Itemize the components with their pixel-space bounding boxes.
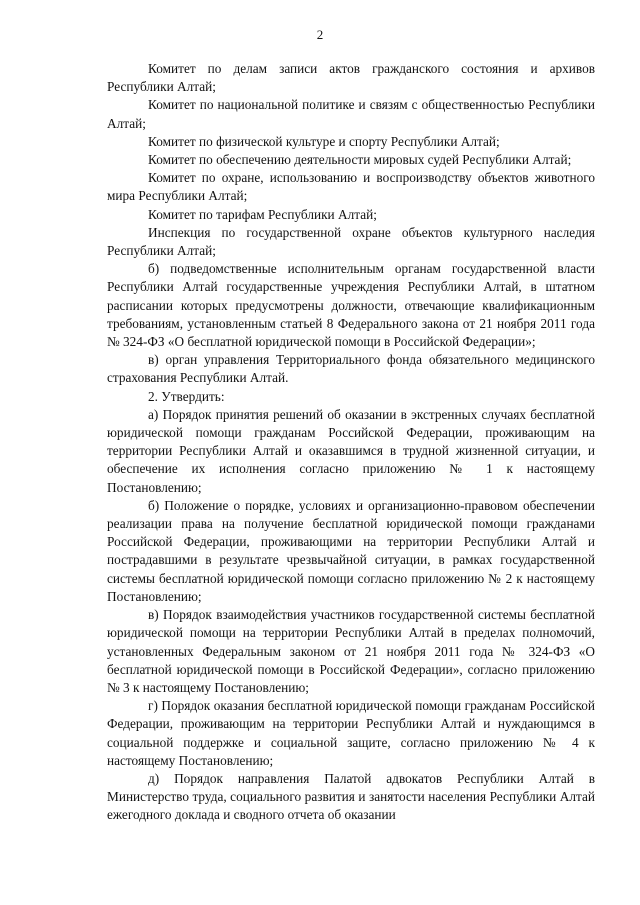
paragraph-committee-civil-registry: Комитет по делам записи актов гражданского состояния и архивов Республики Алтай; [107,61,595,95]
paragraph-committee-magistrates: Комитет по обеспечению деятельности мировых судей Республики Алтай; [148,152,572,168]
paragraph-inspection-heritage: Инспекция по государственной охране объектов культурного наследия Республики Алтай; [107,224,595,259]
paragraph-approve-g: г) Порядок оказания бесплатной юридической помощи гражданам Российской Федерации, проживающим на территории Республики Алтай и нуждающимся в социальной поддержке и социальной защите, согласно приложению № 4 к настоящему Постановлению; [107,698,595,768]
paragraph-committee-national-policy: Комитет по национальной политике и связям с общественностью Республики Алтай; [107,97,595,131]
paragraph-approve-d: д) Порядок направления Палатой адвокатов Республики Алтай в Министерство труда, социального развития и занятости населения Республики Алтай ежегодного доклада и сводного отчета об оказании [107,770,595,823]
paragraph-item-b-institutions: б) подведомственные исполнительным органам государственной власти Республики Алтай государственные учреждения Республики Алтай, в штатном расписании которых предусмотрены должности, отвечающие квалификационным требованиям, установленным статьей 8 Федерального закона от 21 ноября 2011 года № 324-ФЗ «О бесплатной юридической помощи в Российской Федерации»; [107,261,595,350]
paragraph-approve-b: б) Положение о порядке, условиях и организационно-правовом обеспечении реализации права на получение бесплатной юридической помощи гражданами Российской Федерации, проживающими на территории Республики Алтай и пострадавшими в результате чрезвычайной ситуации, в рамках государственной системы бесплатной юридической помощи согласно приложению № 2 к настоящему Постановлению; [107,497,595,604]
page-number: 2 [316,27,324,42]
paragraph-approve-a: а) Порядок принятия решений об оказании в экстренных случаях бесплатной юридической помощи гражданам Российской Федерации, проживающим на территории Республики Алтай и оказавшимся в трудной жизненной ситуации, и обеспечение их исполнения согласно приложению № 1 к настоящему Постановлению; [107,406,595,495]
paragraph-committee-tariffs: Комитет по тарифам Республики Алтай; [148,206,377,222]
paragraph-committee-sport: Комитет по физической культуре и спорту Республики Алтай; [148,133,500,149]
paragraph-approve-heading: 2. Утвердить: [148,388,225,404]
paragraph-committee-wildlife: Комитет по охране, использованию и воспроизводству объектов животного мира Республики Алтай; [107,170,595,204]
paragraph-item-v-insurance-fund: в) орган управления Территориального фонда обязательного медицинского страхования Республики Алтай. [107,352,595,386]
paragraph-approve-v: в) Порядок взаимодействия участников государственной системы бесплатной юридической помощи на территории Республики Алтай в пределах полномочий, установленных Федеральным законом от 21 ноября 2011 года № 324-ФЗ «О бесплатной юридической помощи в Российской Федерации», согласно приложению № 3 к настоящему Постановлению; [107,607,595,695]
document-body [107,60,595,825]
